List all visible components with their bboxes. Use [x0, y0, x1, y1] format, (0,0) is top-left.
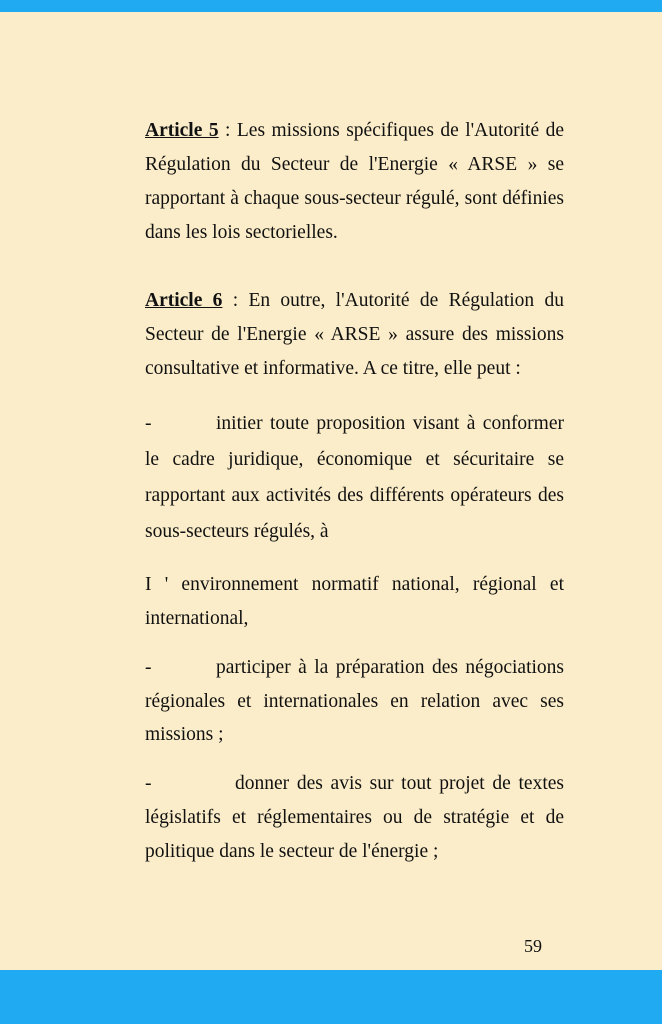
list-item	[145, 568, 564, 635]
bottom-bar	[0, 970, 662, 1024]
list-item	[145, 767, 564, 869]
list-item-text: participer à la préparation des négociations régionales et internationales en relation avec ses missions ;	[145, 657, 564, 745]
dash-bullet: -	[145, 657, 152, 678]
list-item	[145, 406, 564, 550]
page-number: 59	[524, 936, 542, 956]
article-5-label: Article 5	[145, 120, 219, 141]
list-item-text: donner des avis sur tout projet de textes législatifs et réglementaires ou de stratégie et de politique dans le secteur de l'énergie ;	[145, 773, 564, 862]
article-6-text: : En outre, l'Autorité de Régulation du Secteur de l'Energie « ARSE » assure des missions consultative et informative. A ce titre, elle peut :	[145, 290, 564, 379]
article-6-label: Article 6	[145, 290, 223, 311]
top-bar	[0, 0, 662, 12]
dash-bullet: -	[145, 413, 152, 434]
list-item	[145, 651, 564, 752]
list-item-text: initier toute proposition visant à conformer le cadre juridique, économique et sécuritaire se rapportant aux activités des différents opérateurs des sous-secteurs régulés, à	[145, 413, 564, 542]
article-5-text: : Les missions spécifiques de l'Autorité de Régulation du Secteur de l'Energie « ARSE » se rapportant à chaque sous-secteur régulé, sont définies dans les lois sectorielles.	[145, 120, 564, 243]
article-6-paragraph	[145, 284, 564, 386]
dash-bullet: -	[145, 773, 152, 794]
list-item-text: I ' environnement normatif national, régional et international,	[145, 574, 564, 629]
article-5-paragraph	[145, 114, 564, 250]
